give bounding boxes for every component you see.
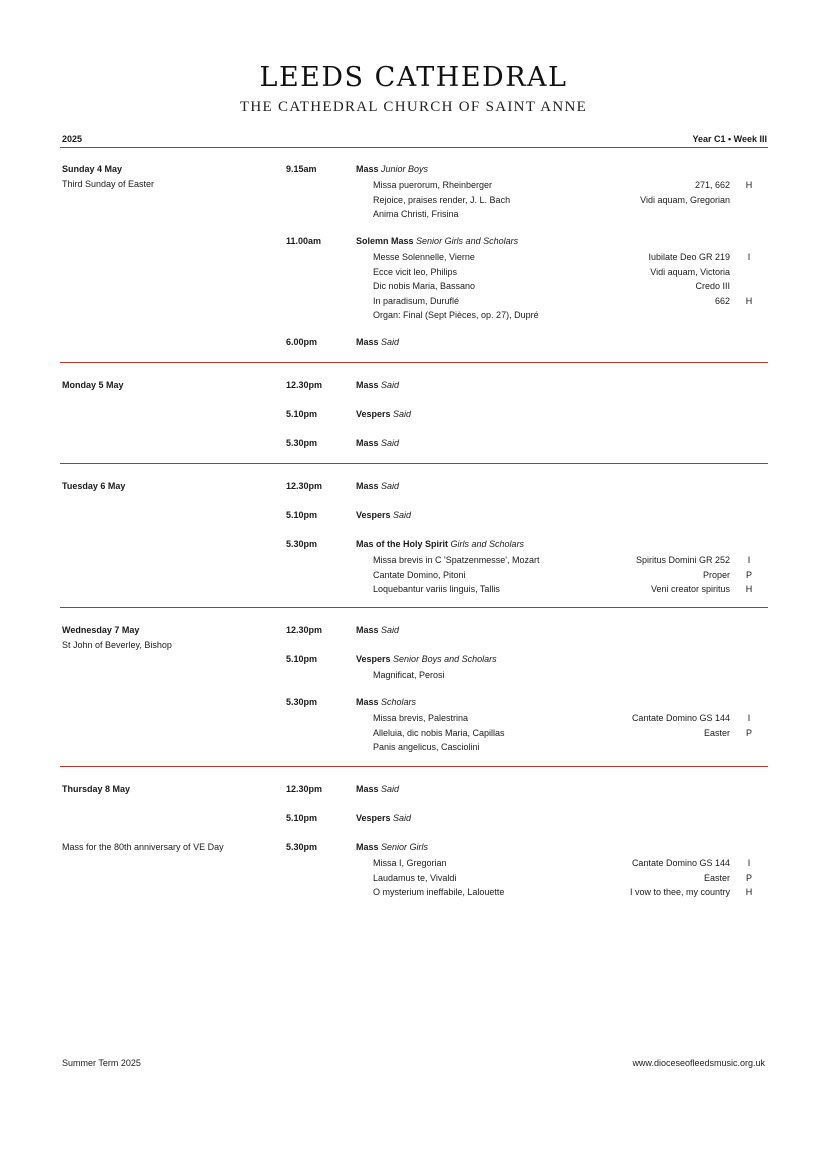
service-header — [356, 842, 428, 852]
music-item — [373, 207, 768, 222]
service-type: Mass — [356, 164, 379, 174]
music-item — [373, 250, 768, 265]
music-note: Easter — [703, 872, 730, 883]
music-item — [373, 711, 768, 726]
service-header — [356, 654, 497, 664]
music-code: H — [745, 887, 753, 897]
music-note: 271, 662 — [694, 180, 730, 190]
music-work: Missa brevis in C 'Spatzenmesse', Mozart — [373, 555, 540, 565]
service-type: Solemn Mass — [356, 236, 414, 246]
music-work: Magnificat, Perosi — [373, 670, 445, 680]
service-time: 12.30pm — [286, 380, 323, 390]
service-type: Mass — [356, 438, 379, 448]
music-item — [373, 265, 768, 280]
music-work: Ecce vicit leo, Philips — [373, 266, 458, 277]
music-item — [373, 885, 768, 900]
service-type: Mass — [356, 481, 379, 491]
music-item — [373, 856, 768, 871]
service-type: Vespers — [356, 409, 391, 419]
service-choir: Junior Boys — [381, 164, 429, 174]
service-time: 5.30pm — [286, 438, 318, 448]
service-header — [356, 164, 428, 174]
music-item — [373, 294, 768, 309]
music-code: P — [745, 727, 752, 738]
service-choir: Senior Boys and Scholars — [393, 654, 497, 664]
music-work: Dic nobis Maria, Bassano — [373, 281, 476, 291]
music-code: I — [747, 858, 751, 868]
service-type: Mass — [356, 784, 379, 794]
page-subtitle: THE CATHEDRAL CHURCH OF SAINT ANNE — [239, 99, 588, 115]
music-item — [373, 193, 768, 208]
music-item — [373, 871, 768, 886]
music-note: 662 — [714, 295, 730, 306]
day-note: Mass for the 80th anniversary of VE Day — [62, 842, 224, 852]
divider — [60, 362, 768, 363]
service-type: Vespers — [356, 510, 391, 520]
music-work: Anima Christi, Frisina — [373, 209, 459, 219]
divider — [60, 766, 768, 767]
day-name: Tuesday 6 May — [62, 481, 126, 491]
service-type: Mas of the Holy Spirit — [356, 539, 449, 549]
music-work: Panis angelicus, Casciolini — [373, 742, 480, 752]
music-work: Missa I, Gregorian — [373, 858, 447, 868]
service-time: 12.30pm — [286, 625, 323, 635]
music-work: Rejoice, praises render, J. L. Bach — [373, 194, 511, 205]
music-list — [373, 178, 768, 222]
music-note: Cantate Domino GS 144 — [631, 858, 730, 868]
music-list — [373, 711, 768, 755]
service-header — [356, 625, 399, 635]
music-work: Loquebantur variis linguis, Tallis — [373, 584, 500, 594]
music-item — [373, 553, 768, 568]
service-choir: Girls and Scholars — [450, 539, 525, 549]
service-time: 5.30pm — [286, 539, 318, 549]
service-choir: Said — [381, 337, 400, 347]
service-choir: Senior Girls — [381, 842, 429, 852]
service-type: Mass — [356, 697, 379, 707]
music-code: P — [745, 569, 752, 580]
service-choir: Scholars — [381, 697, 417, 707]
service-header — [356, 539, 524, 549]
music-work: Missa puerorum, Rheinberger — [373, 180, 493, 190]
service-time: 5.10pm — [286, 813, 318, 823]
service-header — [356, 438, 399, 448]
service-type: Mass — [356, 337, 379, 347]
page-title: LEEDS CATHEDRAL — [259, 62, 568, 93]
day-label — [62, 164, 272, 189]
day-occasion: St John of Beverley, Bishop — [62, 640, 172, 650]
music-code: P — [745, 872, 752, 883]
music-work: Alleluia, dic nobis Maria, Capillas — [373, 727, 505, 738]
music-code: H — [745, 584, 753, 594]
music-note: Veni creator spiritus — [650, 584, 730, 594]
music-code: H — [745, 180, 753, 190]
music-code: I — [747, 252, 751, 262]
service-time: 11.00am — [286, 236, 322, 246]
day-name: Monday 5 May — [62, 380, 124, 390]
service-choir: Said — [393, 813, 412, 823]
music-item — [373, 178, 768, 193]
music-item — [373, 568, 768, 583]
music-note: I vow to thee, my country — [629, 887, 730, 897]
year-label: 2025 — [62, 134, 83, 144]
service-choir: Said — [393, 510, 412, 520]
service-time: 6.00pm — [286, 337, 318, 347]
music-item — [373, 740, 768, 755]
music-note: Vidi aquam, Gregorian — [640, 194, 730, 205]
service-time: 12.30pm — [286, 481, 323, 491]
day-name: Sunday 4 May — [62, 164, 123, 174]
divider — [60, 463, 768, 464]
service-header — [356, 236, 518, 246]
day-occasion: Third Sunday of Easter — [62, 179, 155, 189]
music-item — [373, 582, 768, 597]
day-label — [62, 784, 272, 794]
service-type: Vespers — [356, 813, 391, 823]
service-choir: Said — [381, 380, 400, 390]
service-header — [356, 481, 399, 491]
day-label — [62, 481, 272, 491]
music-code: I — [747, 555, 751, 565]
service-type: Vespers — [356, 654, 391, 664]
music-item — [373, 726, 768, 741]
service-time: 5.10pm — [286, 409, 318, 419]
service-choir: Said — [381, 481, 400, 491]
music-work: Organ: Final (Sept Pièces, op. 27), Dupré — [373, 310, 539, 320]
service-type: Mass — [356, 842, 379, 852]
service-time: 5.30pm — [286, 697, 318, 707]
service-header — [356, 784, 399, 794]
service-time: 5.10pm — [286, 654, 318, 664]
service-choir: Said — [393, 409, 412, 419]
music-work: Messe Solennelle, Vierne — [373, 252, 475, 262]
music-list — [373, 856, 768, 900]
music-note: Easter — [703, 727, 730, 738]
service-time: 5.30pm — [286, 842, 318, 852]
music-note: Vidi aquam, Victoria — [650, 266, 730, 277]
service-header — [356, 697, 416, 707]
music-item — [373, 279, 768, 294]
music-note: Credo III — [695, 281, 730, 291]
service-header — [356, 409, 411, 419]
music-code: I — [747, 713, 751, 723]
footer-term: Summer Term 2025 — [62, 1058, 141, 1068]
day-name: Wednesday 7 May — [62, 625, 140, 635]
service-type: Mass — [356, 380, 379, 390]
music-note: Proper — [702, 569, 730, 580]
music-item — [373, 308, 768, 323]
music-note: Cantate Domino GS 144 — [631, 713, 730, 723]
music-work: In paradisum, Duruflé — [373, 295, 460, 306]
service-type: Mass — [356, 625, 379, 635]
service-choir: Said — [381, 784, 400, 794]
music-note: Iubilate Deo GR 219 — [648, 252, 730, 262]
service-time: 9.15am — [286, 164, 317, 174]
service-choir: Senior Girls and Scholars — [416, 236, 519, 246]
service-header — [356, 337, 399, 347]
divider — [60, 147, 768, 148]
divider — [60, 607, 768, 608]
music-note: Spiritus Domini GR 252 — [635, 555, 730, 565]
music-code: H — [745, 295, 753, 306]
music-list — [373, 668, 768, 683]
service-choir: Said — [381, 438, 400, 448]
service-time: 5.10pm — [286, 510, 318, 520]
service-choir: Said — [381, 625, 400, 635]
music-work: Missa brevis, Palestrina — [373, 713, 469, 723]
service-header — [356, 510, 411, 520]
service-header — [356, 813, 411, 823]
day-name: Thursday 8 May — [62, 784, 131, 794]
day-label — [62, 625, 272, 650]
music-work: Laudamus te, Vivaldi — [373, 872, 457, 883]
week-label: Year C1 • Week III — [692, 134, 767, 144]
service-header — [356, 380, 399, 390]
music-item — [373, 668, 768, 683]
music-list — [373, 553, 768, 597]
service-time: 12.30pm — [286, 784, 323, 794]
music-work: O mysterium ineffabile, Lalouette — [373, 887, 505, 897]
music-list — [373, 250, 768, 323]
music-work: Cantate Domino, Pitoni — [373, 569, 466, 580]
footer-website-link[interactable]: www.dioceseofleedsmusic.org.uk — [632, 1058, 765, 1068]
day-label — [62, 380, 272, 390]
